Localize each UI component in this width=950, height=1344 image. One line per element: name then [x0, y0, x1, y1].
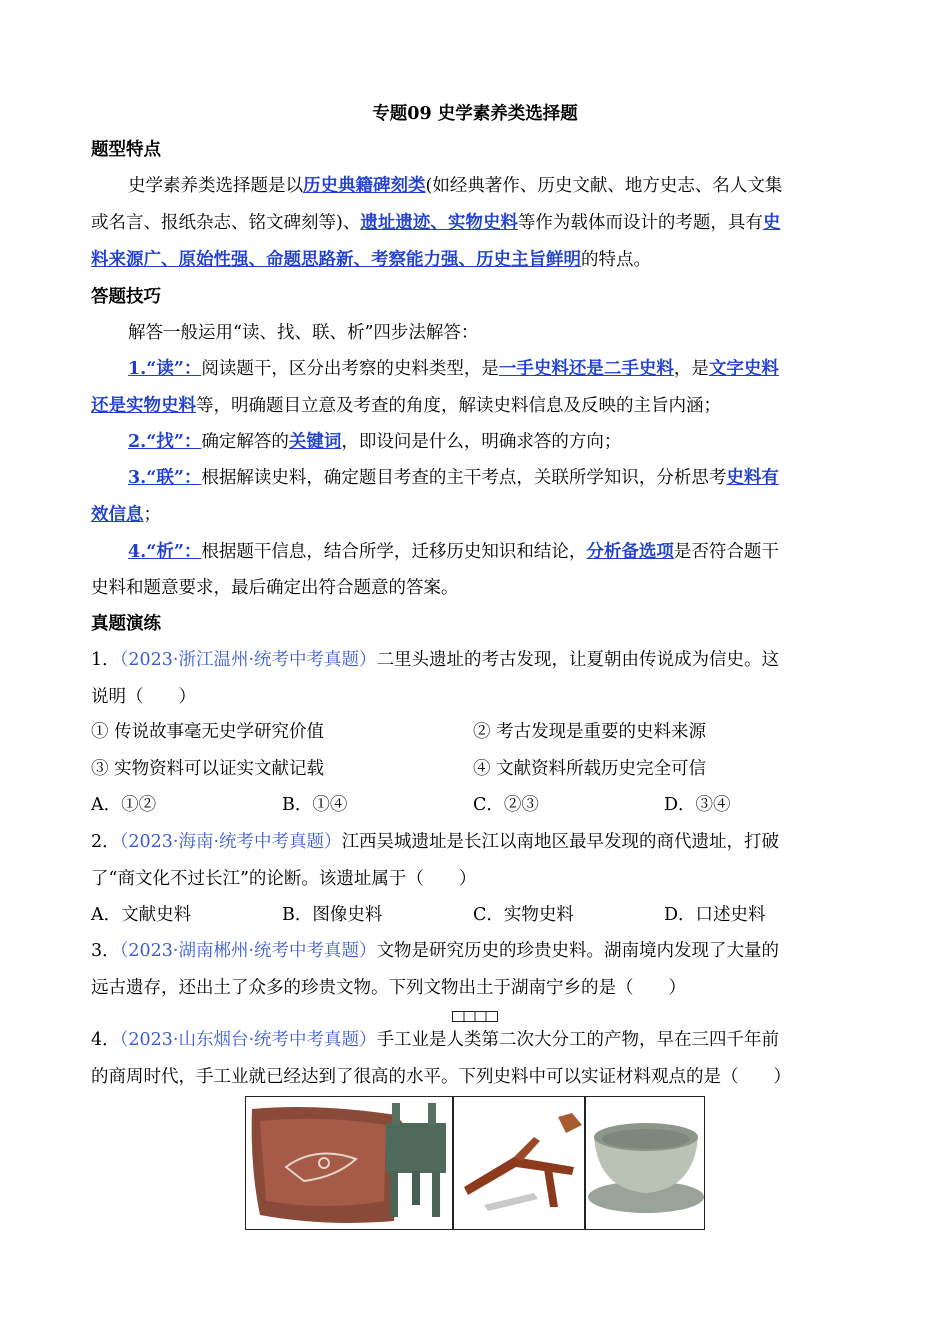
text-run: ； [143, 505, 161, 525]
question-1-option-d[interactable]: D．③④ [664, 795, 731, 815]
keyword-highlight: 效信息 [91, 505, 144, 525]
wooden-plough-image [454, 1097, 585, 1230]
question-number: 2． [91, 832, 120, 852]
question-2-stem-cont: 了“商文化不过长江”的论断。该遗址属于（ ） [91, 869, 477, 889]
text-run: ，即设问是什么，明确求答的方向； [341, 432, 622, 452]
tip-step-read-cont [91, 394, 851, 418]
text-run: 手工业是人类第二次大分工的产物，早在三四千年前 [376, 1030, 780, 1050]
question-2-option-b[interactable]: B．图像史料 [282, 905, 383, 925]
question-1-stem [91, 648, 851, 672]
question-source: （2023·湖南郴州·统考中考真题） [119, 941, 377, 961]
features-paragraph-line3 [91, 248, 851, 272]
text-run: 史学素养类选择题是以 [128, 176, 303, 196]
question-4-stem [91, 1028, 851, 1052]
tip-step-link [128, 466, 888, 490]
text-run: 江西吴城遗址是长江以南地区最早发现的商代遗址，打破 [341, 832, 780, 852]
step-label: 3.“联”： [128, 468, 202, 488]
text-run: ，是 [673, 359, 709, 379]
keyword-highlight: 史 [762, 213, 781, 233]
question-1-item: ② 考古发现是重要的史料来源 [473, 722, 707, 742]
question-1-option-c[interactable]: C．②③ [473, 795, 539, 815]
text-run: 等作为载体而设计的考题，具有 [517, 213, 763, 233]
keyword-highlight: 分析备选项 [586, 542, 674, 562]
question-number: 1． [91, 650, 120, 670]
question-source: （2023·山东烟台·统考中考真题） [119, 1030, 377, 1050]
page-title: 专题09 史学素养类选择题 [372, 104, 578, 124]
celadon-bowl-image [586, 1097, 705, 1230]
keyword-highlight: 历史典籍碑刻类 [303, 176, 426, 196]
question-1-item: ③ 实物资料可以证实文献记载 [91, 759, 325, 779]
tip-step-link-cont [91, 503, 851, 527]
question-1-item: ① 传说故事毫无史学研究价值 [91, 722, 325, 742]
step-label: 4.“析”： [128, 542, 202, 562]
question-3-collapsed-table [452, 1011, 498, 1022]
tip-step-read [128, 357, 888, 381]
features-paragraph-line1 [128, 174, 888, 198]
question-source: （2023·浙江温州·统考中考真题） [119, 650, 377, 670]
text-run: 是否符合题干 [673, 542, 779, 562]
question-number: 3． [91, 941, 120, 961]
keyword-highlight: 还是实物史料 [91, 396, 196, 416]
question-number: 4． [91, 1030, 120, 1050]
question-4-image-table [245, 1096, 705, 1231]
question-2-option-c[interactable]: C．实物史料 [473, 905, 574, 925]
image-cell-pottery-and-ding [245, 1096, 453, 1230]
tip-step-find [128, 430, 888, 454]
keyword-highlight: 文字史料 [708, 359, 779, 379]
text-run: 文物是研究历史的珍贵史料。湖南境内发现了大量的 [376, 941, 780, 961]
question-source: （2023·海南·统考中考真题） [119, 832, 342, 852]
text-run: 根据题干信息，结合所学，迁移历史知识和结论， [201, 542, 587, 562]
question-4-stem-cont: 的商周时代，手工业就已经达到了很高的水平。下列史料中可以实证材料观点的是（ ） [91, 1067, 791, 1087]
step-label: 1.“读”： [128, 359, 202, 379]
text-run: 阅读题干，区分出考察的史料类型，是 [201, 359, 499, 379]
question-1-item: ④ 文献资料所载历史完全可信 [473, 759, 707, 779]
keyword-highlight: 关键词 [288, 432, 342, 452]
tip-step-analyze-cont: 史料和题意要求，最后确定出符合题意的答案。 [91, 578, 459, 598]
question-2-stem [91, 830, 851, 854]
text-run: 的特点。 [581, 250, 651, 270]
features-paragraph-line2 [91, 211, 851, 235]
keyword-highlight: 一手史料还是二手史料 [498, 359, 674, 379]
section-heading-tips: 答题技巧 [91, 287, 161, 307]
image-cell-plough [453, 1096, 585, 1230]
text-run: 二里头遗址的考古发现，让夏朝由传说成为信史。这 [376, 650, 780, 670]
keyword-highlight: 史料有 [726, 468, 779, 488]
section-heading-practice: 真题演练 [91, 614, 161, 634]
question-3-stem [91, 939, 851, 963]
tips-intro: 解答一般运用“读、找、联、析”四步法解答： [128, 323, 479, 343]
section-heading-features: 题型特点 [91, 140, 161, 160]
keyword-highlight: 遗址遗迹、实物史料 [360, 213, 518, 233]
image-cell-celadon-bowl [585, 1096, 705, 1230]
question-2-option-a[interactable]: A．文献史料 [91, 905, 192, 925]
text-run: (如经典著作、历史文献、地方史志、名人文集 [425, 176, 783, 196]
tip-step-analyze [128, 540, 888, 564]
question-1-option-a[interactable]: A．①② [91, 795, 157, 815]
question-2-option-d[interactable]: D．口述史料 [664, 905, 766, 925]
text-run: 或名言、报纸杂志、铭文碑刻等)、 [91, 213, 361, 233]
question-1-stem-cont: 说明（ ） [91, 687, 196, 707]
question-1-option-b[interactable]: B．①④ [282, 795, 348, 815]
keyword-highlight: 料来源广、原始性强、命题思路新、考察能力强、历史主旨鲜明 [91, 250, 581, 270]
text-run: 根据解读史料，确定题目考查的主干考点，关联所学知识，分析思考 [201, 468, 727, 488]
question-3-stem-cont: 远古遗存，还出土了众多的珍贵文物。下列文物出土于湖南宁乡的是（ ） [91, 978, 686, 998]
text-run: 确定解答的 [201, 432, 289, 452]
step-label: 2.“找”： [128, 432, 202, 452]
carved-pottery-and-bronze-ding-image [246, 1097, 453, 1230]
text-run: 等，明确题目立意及考查的角度，解读史料信息及反映的主旨内涵； [196, 396, 721, 416]
